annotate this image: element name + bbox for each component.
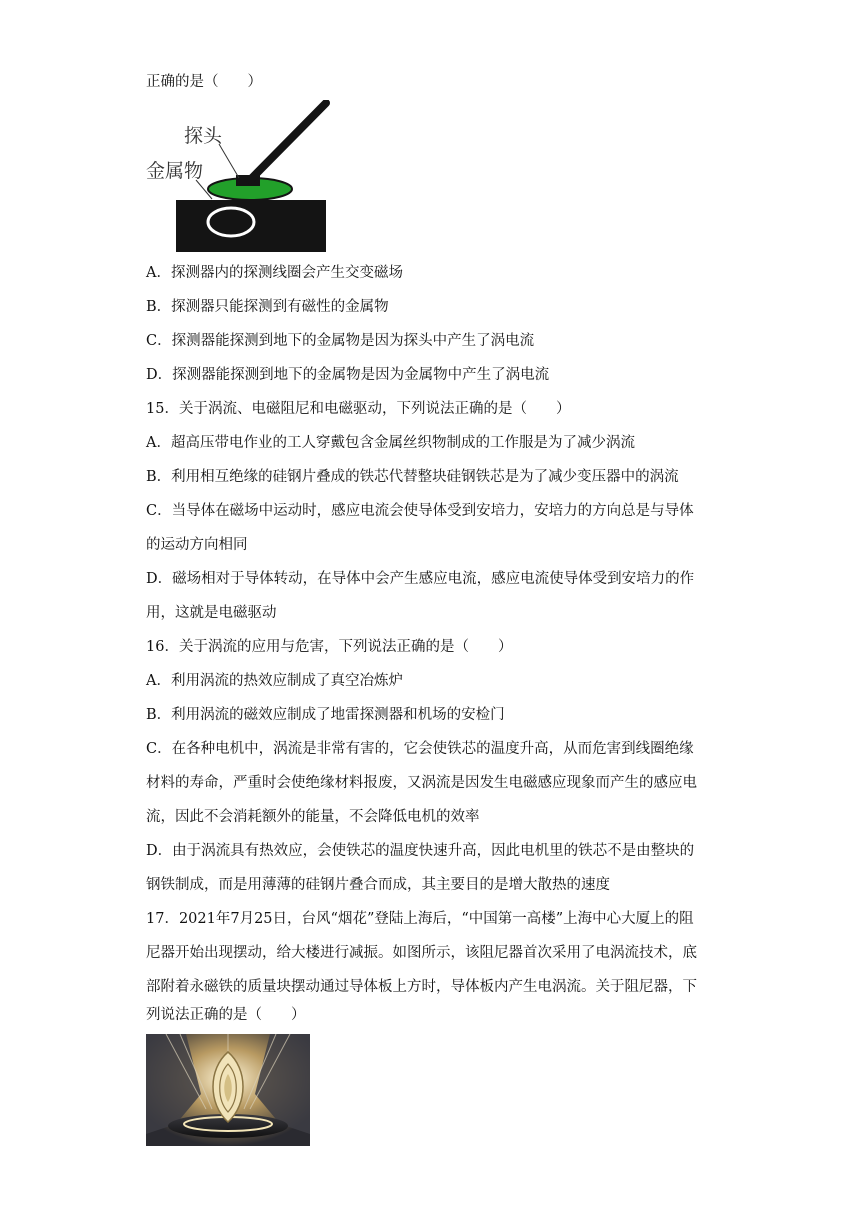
q15-line: 用，这就是电磁驱动 — [146, 605, 277, 621]
q17-line: 尼器开始出现摆动，给大楼进行减振。如图所示，该阻尼器首次采用了电涡流技术，底 — [146, 945, 697, 961]
damper-photo — [146, 1034, 310, 1146]
metal-label: 金属物 — [146, 160, 204, 182]
q14-option-b: B．探测器只能探测到有磁性的金属物 — [146, 299, 389, 315]
q16-line: 材料的寿命，严重时会使绝缘材料报废，又涡流是因发生电磁感应现象而产生的感应电 — [146, 775, 697, 791]
q17-line: 17．2021年7月25日，台风“烟花”登陆上海后，“中国第一高楼”上海中心大厦上的阻 — [146, 911, 694, 927]
q16-stem: 16．关于涡流的应用与危害，下列说法正确的是（ ） — [146, 639, 513, 655]
probe-label: 探头 — [184, 125, 223, 147]
q16-line: 流，因此不会消耗额外的能量，不会降低电机的效率 — [146, 809, 480, 825]
q15-line: A．超高压带电作业的工人穿戴包含金属丝织物制成的工作服是为了减少涡流 — [146, 435, 635, 451]
q17-line: 部附着永磁铁的质量块摆动通过导体板上方时，导体板内产生电涡流。关于阻尼器，下 — [146, 979, 697, 995]
q14-option-c: C．探测器能探测到地下的金属物是因为探头中产生了涡电流 — [146, 333, 535, 349]
q15-line: D．磁场相对于导体转动，在导体中会产生感应电流，感应电流使导体受到安培力的作 — [146, 571, 695, 587]
q16-line: B．利用涡流的磁效应制成了地雷探测器和机场的安检门 — [146, 707, 505, 723]
q14-option-d: D．探测器能探测到地下的金属物是因为金属物中产生了涡电流 — [146, 367, 550, 383]
q15-line: C．当导体在磁场中运动时，感应电流会使导体受到安培力，安培力的方向总是与导体 — [146, 503, 694, 519]
q15-line: 的运动方向相同 — [146, 537, 248, 553]
q17-line: 列说法正确的是（ ） — [146, 1007, 306, 1023]
detector-handle — [250, 103, 326, 180]
q16-line: D．由于涡流具有热效应，会使铁芯的温度快速升高，因此电机里的铁芯不是由整块的 — [146, 843, 695, 859]
q14-option-a: A．探测器内的探测线圈会产生交变磁场 — [146, 265, 403, 281]
ground-block — [176, 200, 326, 252]
probe-leader-line — [219, 144, 239, 178]
metal-detector-figure — [146, 100, 358, 256]
q15-stem: 15．关于涡流、电磁阻尼和电磁驱动，下列说法正确的是（ ） — [146, 401, 571, 417]
q16-line: A．利用涡流的热效应制成了真空冶炼炉 — [146, 673, 403, 689]
q16-line: 钢铁制成，而是用薄薄的硅钢片叠合而成，其主要目的是增大散热的速度 — [146, 877, 610, 893]
q16-line: C．在各种电机中，涡流是非常有害的，它会使铁芯的温度升高，从而危害到线圈绝缘 — [146, 741, 694, 757]
q14-stem-tail: 正确的是（ ） — [146, 74, 262, 90]
q15-line: B．利用相互绝缘的硅钢片叠成的铁芯代替整块硅钢铁芯是为了减少变压器中的涡流 — [146, 469, 679, 485]
